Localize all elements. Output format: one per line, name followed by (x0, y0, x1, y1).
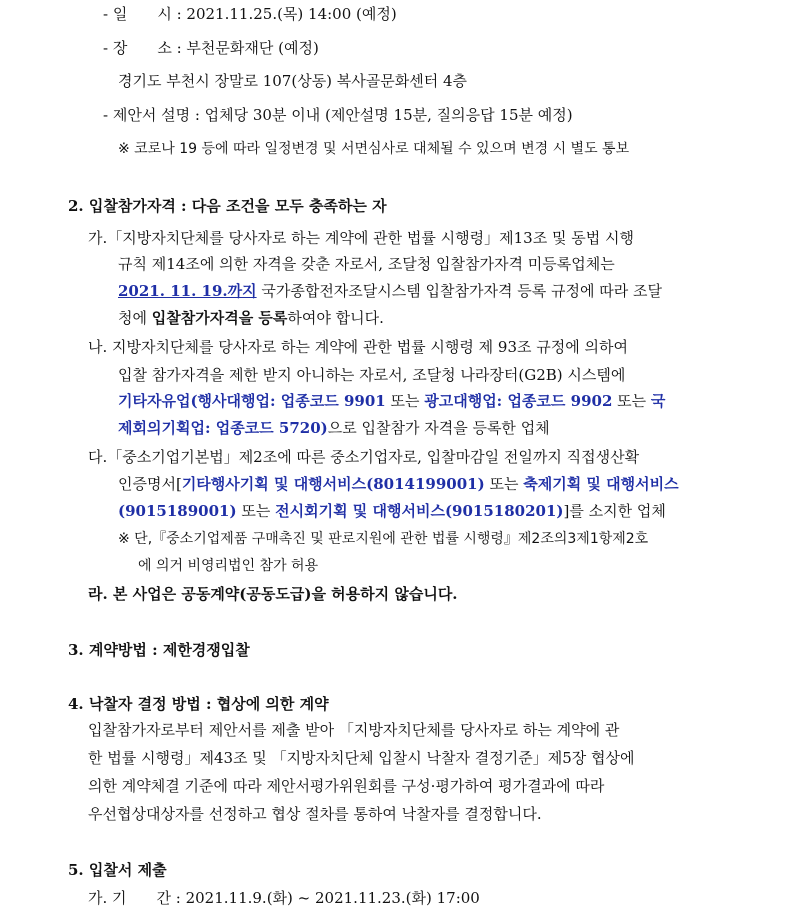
section5-period: 가. 기 간 : 2021.11.9.(화) ~ 2021.11.23.(화) 17:00 (88, 889, 480, 907)
schedule-address: 경기도 부천시 장말로 107(상동) 복사골문화센터 4층 (118, 72, 468, 90)
section4-paragraph-line3: 의한 계약체결 기준에 따라 제안서평가위원회를 구성·평가하여 평가결과에 따라 (88, 777, 605, 795)
service-code-8014199001: 기타행사기획 및 대행서비스(8014199001) (181, 475, 485, 493)
service-code-9015189001: (9015189001) (118, 502, 237, 520)
industry-code-9901: 기타자유업(행사대행업: 업종코드 9901 (118, 392, 386, 410)
schedule-notice: ※ 코로나 19 등에 따라 일정변경 및 서면심사로 대체될 수 있으며 변경 시 별도 통보 (118, 141, 630, 157)
section3-title: 3. 계약방법 : 제한경쟁입찰 (68, 641, 250, 659)
section2-ga-line3-rest: 국가종합전자조달시스템 입찰참가자격 등록 규정에 따라 조달 (256, 282, 662, 300)
section2-title: 2. 입찰참가자격 : 다음 조건을 모두 충족하는 자 (68, 197, 387, 215)
section2-ga-line4 (118, 308, 384, 328)
section4-paragraph-line1: 입찰참가자로부터 제안서를 제출 받아 「지방자치단체를 당사자로 하는 계약에 관 (88, 721, 620, 739)
section2-da-line2 (118, 474, 679, 494)
registration-deadline: 2021. 11. 19.까지 (118, 282, 257, 300)
section2-ga-line4-c: 하여야 합니다. (287, 309, 384, 327)
section2-da-note-line1: ※ 단,『중소기업제품 구매촉진 및 판로지원에 관한 법률 시행령』제2조의3제1항제2호 (118, 531, 649, 547)
conjunction: 또는 (385, 392, 425, 410)
schedule-place-label: - 장 소 (103, 39, 172, 57)
section2-ga-line3 (118, 281, 662, 301)
section2-ga-line2: 규칙 제14조에 의한 자격을 갖춘 자로서, 조달청 입찰참가자격 미등록업체는 (118, 255, 615, 273)
schedule-date-label: - 일 시 (103, 5, 172, 23)
section4-paragraph-line4: 우선협상대상자를 선정하고 협상 절차를 통하여 낙찰자를 결정합니다. (88, 805, 542, 823)
section2-da-line3-rest: ]를 소지한 업체 (563, 502, 666, 520)
conjunction: 또는 (236, 502, 276, 520)
schedule-date (103, 4, 397, 24)
section2-ga-line4-b: 입찰참가자격을 등록 (151, 309, 288, 327)
section2-da-line3 (118, 501, 666, 521)
schedule-presentation: - 제안서 설명 : 업체당 30분 이내 (제안설명 15분, 질의응답 15분 예정) (103, 106, 573, 124)
schedule-place-value: : 부천문화재단 (예정) (176, 39, 319, 57)
section2-na-line4 (118, 418, 550, 438)
industry-code-5720-start: 국 (650, 392, 666, 410)
service-code-9015180201: 전시회기획 및 대행서비스(9015180201) (275, 502, 564, 520)
schedule-date-value: : 2021.11.25.(목) 14:00 (예정) (176, 5, 397, 23)
section2-da-line2-a: 인증명서[ (118, 475, 182, 493)
conjunction: 또는 (484, 475, 524, 493)
section2-na-line1: 나. 지방자치단체를 당사자로 하는 계약에 관한 법률 시행령 제 93조 규정에 의하여 (88, 338, 628, 356)
section2-ga-line4-a: 청에 (118, 309, 152, 327)
section2-na-line4-rest: 으로 입찰참가 자격을 등록한 업체 (327, 419, 550, 437)
section2-da-line1: 다.「중소기업기본법」제2조에 따른 중소기업자로, 입찰마감일 전일까지 직접생산확 (88, 448, 640, 466)
schedule-place (103, 38, 319, 58)
section2-ra: 라. 본 사업은 공동계약(공동도급)을 허용하지 않습니다. (88, 585, 458, 603)
service-festival-planning: 축제기획 및 대행서비스 (523, 475, 679, 493)
section2-na-line3 (118, 391, 665, 411)
section4-title: 4. 낙찰자 결정 방법 : 협상에 의한 계약 (68, 695, 329, 713)
section5-title: 5. 입찰서 제출 (68, 861, 167, 879)
section2-da-note-line2: 에 의거 비영리법인 참가 허용 (138, 558, 319, 574)
section4-paragraph-line2: 한 법률 시행령」제43조 및 「지방자치단체 입찰시 낙찰자 결정기준」제5장 협상에 (88, 749, 635, 767)
industry-code-5720: 제회의기획업: 업종코드 5720) (118, 419, 328, 437)
section2-ga-line1: 가.「지방자치단체를 당사자로 하는 계약에 관한 법률 시행령」제13조 및 동법 시행 (88, 229, 634, 247)
section2-na-line2: 입찰 참가자격을 제한 받지 아니하는 자로서, 조달청 나라장터(G2B) 시스템에 (118, 366, 626, 384)
conjunction: 또는 (612, 392, 651, 410)
industry-code-9902: 광고대행업: 업종코드 9902 (424, 392, 613, 410)
